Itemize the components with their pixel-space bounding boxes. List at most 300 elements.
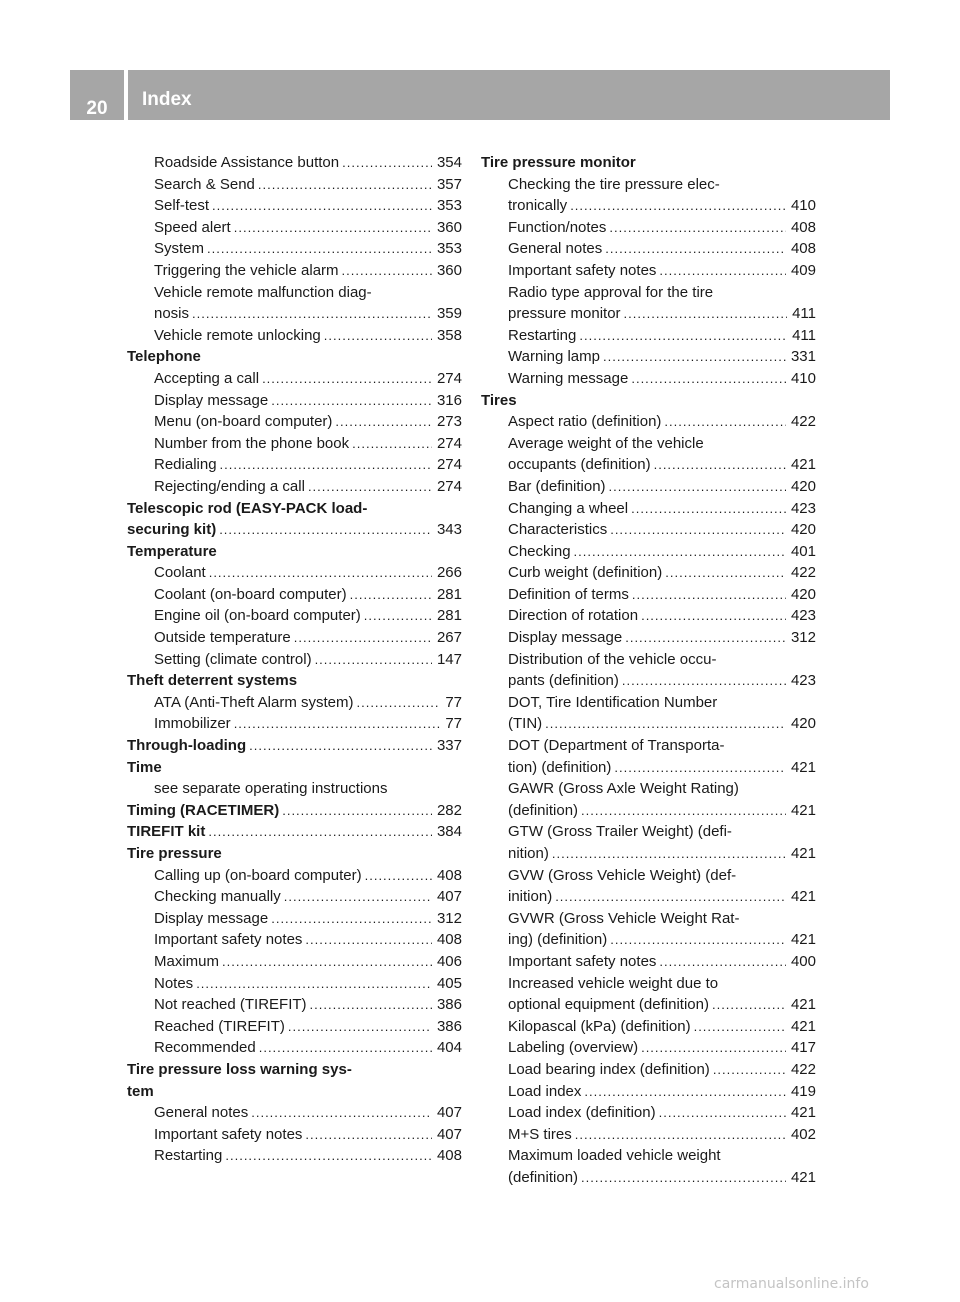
index-entry-label: Triggering the vehicle alarm — [154, 261, 339, 279]
index-subentry-text: see separate operating instructions — [154, 780, 388, 798]
dot-leader — [288, 1016, 432, 1038]
index-subentry — [481, 1167, 816, 1189]
page-reference: 408 — [436, 866, 462, 884]
page-reference: 411 — [792, 305, 816, 323]
index-heading-entry — [127, 800, 462, 822]
page-reference: 405 — [436, 974, 462, 992]
dot-leader — [665, 562, 786, 584]
page-reference: 274 — [436, 456, 462, 474]
index-subentry — [127, 260, 462, 282]
index-subentry-text: Distribution of the vehicle occu- — [508, 650, 717, 668]
index-subentry — [481, 843, 816, 865]
index-entry-label: Restarting — [508, 326, 577, 344]
dot-leader — [609, 217, 786, 239]
page-reference: 360 — [436, 218, 462, 236]
page-reference: 281 — [436, 607, 462, 625]
index-subentry — [481, 757, 816, 779]
dot-leader — [271, 390, 432, 412]
dot-leader — [570, 195, 786, 217]
page-reference: 360 — [436, 261, 462, 279]
dot-leader — [694, 1016, 786, 1038]
page-reference: 421 — [790, 758, 816, 776]
page-reference: 337 — [436, 737, 462, 755]
index-heading-entry — [127, 519, 462, 541]
page-reference: 384 — [436, 823, 462, 841]
dot-leader — [631, 498, 786, 520]
index-entry-label: Vehicle remote unlocking — [154, 326, 321, 344]
index-subentry — [127, 649, 462, 671]
index-heading: Tires — [481, 391, 517, 409]
index-subentry — [127, 368, 462, 390]
page-reference: 274 — [436, 477, 462, 495]
index-entry-label: Through-loading — [127, 737, 247, 755]
index-subentry — [481, 476, 816, 498]
dot-leader — [713, 1059, 786, 1081]
dot-leader — [584, 1081, 786, 1103]
index-subentry — [127, 627, 462, 649]
index-subentry — [481, 1059, 816, 1081]
index-entry-label: ing) (definition) — [508, 931, 608, 949]
index-entry-label: nosis — [154, 305, 190, 323]
page-reference: 417 — [790, 1039, 816, 1057]
watermark: carmanualsonline.info — [714, 1276, 869, 1292]
index-entry-label: Search & Send — [154, 175, 255, 193]
page-reference: 331 — [790, 348, 816, 366]
index-entry-label: Setting (climate control) — [154, 650, 312, 668]
dot-leader — [624, 303, 788, 325]
index-subentry — [127, 584, 462, 606]
page-reference: 274 — [436, 434, 462, 452]
index-entry-label: Definition of terms — [508, 585, 629, 603]
index-entry-label: Coolant (on-board computer) — [154, 585, 347, 603]
dot-leader — [282, 800, 432, 822]
index-entry-label: Speed alert — [154, 218, 231, 236]
header-bar — [70, 70, 890, 120]
index-subentry — [127, 1124, 462, 1146]
index-heading: Telephone — [127, 348, 201, 366]
page-reference: 267 — [436, 629, 462, 647]
index-entry-label: optional equipment (definition) — [508, 996, 709, 1014]
dot-leader — [315, 649, 432, 671]
index-subentry — [127, 390, 462, 412]
index-entry-label: Not reached (TIREFIT) — [154, 996, 307, 1014]
dot-leader — [654, 454, 786, 476]
index-entry-label: Notes — [154, 974, 194, 992]
page-reference: 411 — [792, 326, 816, 344]
index-entry-label: Bar (definition) — [508, 477, 606, 495]
page-reference: 281 — [436, 585, 462, 603]
index-subentry — [481, 670, 816, 692]
index-subentry — [481, 1016, 816, 1038]
page-reference: 402 — [790, 1125, 816, 1143]
index-subentry — [127, 217, 462, 239]
dot-leader — [625, 627, 786, 649]
index-subentry — [481, 498, 816, 520]
index-entry-label: Restarting — [154, 1147, 223, 1165]
index-subentry-text: Average weight of the vehicle — [508, 434, 704, 452]
index-entry-label: (definition) — [508, 1168, 579, 1186]
page-number: 20 — [86, 98, 108, 119]
index-entry-label: Load index — [508, 1082, 582, 1100]
index-subentry-text: Maximum loaded vehicle weight — [508, 1147, 721, 1165]
page-reference: 421 — [790, 456, 816, 474]
page-reference: 312 — [436, 909, 462, 927]
dot-leader — [659, 951, 786, 973]
dot-leader — [305, 929, 432, 951]
dot-leader — [712, 994, 786, 1016]
index-subentry — [127, 411, 462, 433]
index-entry-label: Outside temperature — [154, 629, 291, 647]
index-entry-label: Load bearing index (definition) — [508, 1060, 710, 1078]
page-reference: 354 — [436, 154, 462, 171]
header-divider — [124, 70, 128, 120]
dot-leader — [610, 929, 786, 951]
section-title: Index — [142, 89, 192, 110]
page-reference: 421 — [790, 801, 816, 819]
index-entry-label: Reached (TIREFIT) — [154, 1017, 285, 1035]
index-entry-label: Immobilizer — [154, 715, 231, 733]
index-heading: Theft deterrent systems — [127, 672, 298, 690]
index-subentry — [481, 1037, 816, 1059]
dot-leader — [249, 735, 432, 757]
page-reference: 316 — [436, 391, 462, 409]
index-entry-label: Display message — [508, 629, 623, 647]
index-entry-label: TIREFIT kit — [127, 823, 206, 841]
dot-leader — [356, 692, 440, 714]
index-entry-label: Rejecting/ending a call — [154, 477, 305, 495]
index-entry-label: Calling up (on-board computer) — [154, 866, 362, 884]
index-subentry — [481, 1081, 816, 1103]
page-reference: 408 — [436, 1147, 462, 1165]
index-entry-label: Menu (on-board computer) — [154, 413, 333, 431]
dot-leader — [659, 1102, 786, 1124]
dot-leader — [219, 519, 432, 541]
dot-leader — [641, 1037, 786, 1059]
dot-leader — [579, 325, 787, 347]
index-heading-entry — [127, 735, 462, 757]
dot-leader — [258, 174, 432, 196]
index-subentry — [127, 929, 462, 951]
page-reference: 423 — [790, 672, 816, 690]
index-entry-label: System — [154, 240, 205, 258]
index-entry-label: Display message — [154, 391, 269, 409]
page-reference: 353 — [436, 197, 462, 215]
index-entry-label: (TIN) — [508, 715, 543, 733]
index-subentry — [127, 152, 462, 174]
dot-leader — [632, 584, 786, 606]
dot-leader — [555, 886, 786, 908]
page-reference: 400 — [790, 952, 816, 970]
page-reference: 408 — [436, 931, 462, 949]
page-reference: 421 — [790, 1017, 816, 1035]
dot-leader — [207, 238, 432, 260]
index-entry-label: Checking manually — [154, 888, 281, 906]
index-heading: Tire pressure — [127, 845, 222, 862]
index-subentry — [127, 994, 462, 1016]
dot-leader — [208, 821, 432, 843]
index-subentry — [481, 217, 816, 239]
index-subentry — [127, 692, 462, 714]
page-reference: 420 — [790, 521, 816, 539]
page-reference: 359 — [436, 305, 462, 323]
index-entry-label: Direction of rotation — [508, 607, 639, 625]
index-subentry — [481, 454, 816, 476]
dot-leader — [196, 973, 432, 995]
index-subentry — [127, 562, 462, 584]
page-reference: 420 — [790, 715, 816, 733]
dot-leader — [610, 519, 786, 541]
index-entry-label: Display message — [154, 909, 269, 927]
index-subentry — [481, 1124, 816, 1146]
dot-leader — [310, 994, 432, 1016]
index-entry-label: pants (definition) — [508, 672, 619, 690]
index-entry-label: M+S tires — [508, 1125, 572, 1143]
index-subentry — [481, 562, 816, 584]
index-subentry-text: Vehicle remote malfunction diag- — [154, 283, 372, 301]
index-heading: Tire pressure loss warning sys- — [127, 1060, 352, 1078]
index-subentry — [127, 865, 462, 887]
page-reference: 421 — [790, 1104, 816, 1122]
dot-leader — [294, 627, 432, 649]
index-subentry — [127, 238, 462, 260]
index-subentry-text: DOT (Department of Transporta- — [508, 737, 725, 755]
index-subentry — [127, 1102, 462, 1124]
page-reference: 423 — [790, 607, 816, 625]
dot-leader — [335, 411, 432, 433]
dot-leader — [305, 1124, 432, 1146]
index-subentry — [127, 605, 462, 627]
index-entry-label: Roadside Assistance button — [154, 154, 340, 171]
index-subentry — [127, 908, 462, 930]
index-subentry — [127, 303, 462, 325]
page-reference: 407 — [436, 1104, 462, 1122]
index-entry-label: Load index (definition) — [508, 1104, 656, 1122]
page-reference: 423 — [790, 499, 816, 517]
page-reference: 406 — [436, 952, 462, 970]
index-subentry — [481, 238, 816, 260]
dot-leader — [365, 865, 432, 887]
index-subentry — [127, 433, 462, 455]
index-subentry — [481, 195, 816, 217]
index-subentry-text: Radio type approval for the tire — [508, 283, 714, 301]
dot-leader — [342, 152, 432, 174]
page-reference: 409 — [790, 261, 816, 279]
page-reference: 421 — [790, 931, 816, 949]
index-subentry — [127, 951, 462, 973]
index-entry-label: Important safety notes — [508, 952, 657, 970]
index-entry-label: Changing a wheel — [508, 499, 629, 517]
index-subentry-text: GVWR (Gross Vehicle Weight Rat- — [508, 909, 740, 927]
index-subentry-text: GTW (Gross Trailer Weight) (defi- — [508, 823, 732, 841]
page-reference: 407 — [436, 888, 462, 906]
page-reference: 408 — [790, 240, 816, 258]
index-entry-label: ATA (Anti-Theft Alarm system) — [154, 693, 354, 711]
page-reference: 410 — [790, 369, 816, 387]
index-subentry — [127, 1145, 462, 1167]
index-entry-label: Warning lamp — [508, 348, 600, 366]
page-reference: 421 — [790, 845, 816, 862]
page-reference: 420 — [790, 585, 816, 603]
index-subentry-text: GAWR (Gross Axle Weight Rating) — [508, 780, 739, 798]
index-subentry — [127, 1016, 462, 1038]
index-subentry — [481, 411, 816, 433]
page-reference: 274 — [436, 369, 462, 387]
index-column-left — [127, 152, 462, 1167]
page-reference: 421 — [790, 888, 816, 906]
dot-leader — [262, 368, 432, 390]
dot-leader — [352, 433, 432, 455]
index-entry-label: Redialing — [154, 456, 217, 474]
index-subentry-text: Checking the tire pressure elec- — [508, 175, 720, 193]
index-subentry — [127, 476, 462, 498]
page-reference: 422 — [790, 1060, 816, 1078]
index-entry-label: General notes — [154, 1104, 249, 1122]
index-entry-label: tion) (definition) — [508, 758, 612, 776]
index-subentry — [127, 174, 462, 196]
page-reference: 421 — [790, 996, 816, 1014]
index-subentry — [127, 1037, 462, 1059]
dot-leader — [609, 476, 786, 498]
page-reference: 266 — [436, 564, 462, 582]
dot-leader — [284, 886, 432, 908]
index-heading: Temperature — [127, 542, 217, 560]
index-column-right — [481, 152, 816, 1189]
dot-leader — [664, 411, 786, 433]
index-entry-label: Aspect ratio (definition) — [508, 413, 662, 431]
dot-leader — [222, 951, 432, 973]
dot-leader — [220, 454, 432, 476]
index-subentry — [481, 929, 816, 951]
index-entry-label: Engine oil (on-board computer) — [154, 607, 361, 625]
dot-leader — [552, 843, 786, 865]
dot-leader — [259, 1037, 432, 1059]
page-reference: 282 — [436, 801, 462, 819]
dot-leader — [234, 217, 432, 239]
index-subentry — [481, 713, 816, 735]
dot-leader — [545, 713, 786, 735]
dot-leader — [605, 238, 786, 260]
dot-leader — [575, 1124, 786, 1146]
page-reference: 77 — [445, 693, 462, 711]
dot-leader — [614, 757, 786, 779]
index-entry-label: Kilopascal (kPa) (definition) — [508, 1017, 691, 1035]
index-subentry — [127, 454, 462, 476]
page-reference: 407 — [436, 1125, 462, 1143]
index-entry-label: Function/notes — [508, 218, 607, 236]
dot-leader — [641, 605, 786, 627]
index-entry-label: tronically — [508, 197, 568, 215]
index-subentry-text: GVW (Gross Vehicle Weight) (def- — [508, 866, 737, 884]
index-subentry-text: Increased vehicle weight due to — [508, 974, 719, 992]
dot-leader — [603, 346, 786, 368]
page-reference: 147 — [436, 650, 462, 668]
page-reference: 401 — [790, 542, 816, 560]
index-subentry — [481, 346, 816, 368]
index-subentry-text: DOT, Tire Identification Number — [508, 693, 718, 711]
index-entry-label: Labeling (overview) — [508, 1039, 639, 1057]
index-entry-label: Number from the phone book — [154, 434, 350, 452]
index-subentry — [481, 800, 816, 822]
dot-leader — [622, 670, 786, 692]
dot-leader — [581, 1167, 786, 1189]
dot-leader — [324, 325, 432, 347]
dot-leader — [271, 908, 432, 930]
index-entry-label: Checking — [508, 542, 571, 560]
index-entry-label: Characteristics — [508, 521, 608, 539]
dot-leader — [631, 368, 786, 390]
index-entry-label: occupants (definition) — [508, 456, 651, 474]
index-heading: Time — [127, 758, 162, 776]
page-reference: 343 — [436, 521, 462, 539]
dot-leader — [659, 260, 786, 282]
index-subentry — [481, 627, 816, 649]
dot-leader — [192, 303, 432, 325]
page-reference: 404 — [436, 1039, 462, 1057]
dot-leader — [212, 195, 432, 217]
dot-leader — [308, 476, 432, 498]
index-entry-label: Maximum — [154, 952, 220, 970]
page-reference: 77 — [445, 715, 462, 733]
page-reference: 420 — [790, 477, 816, 495]
index-heading: Telescopic rod (EASY-PACK load- — [127, 499, 368, 517]
index-entry-label: Coolant — [154, 564, 206, 582]
index-subentry — [481, 1102, 816, 1124]
index-heading: tem — [127, 1082, 154, 1100]
dot-leader — [342, 260, 432, 282]
page-reference: 273 — [436, 413, 462, 431]
index-entry-label: Curb weight (definition) — [508, 564, 663, 582]
index-entry-label: nition) — [508, 845, 549, 862]
index-entry-label: Recommended — [154, 1039, 256, 1057]
page-reference: 357 — [436, 175, 462, 193]
index-entry-label: inition) — [508, 888, 553, 906]
index-entry-label: Important safety notes — [154, 1125, 303, 1143]
page-reference: 353 — [436, 240, 462, 258]
dot-leader — [251, 1102, 432, 1124]
dot-leader — [225, 1145, 432, 1167]
index-entry-label: Accepting a call — [154, 369, 260, 387]
index-subentry — [481, 325, 816, 347]
index-heading: Tire pressure monitor — [481, 154, 636, 171]
page-reference: 408 — [790, 218, 816, 236]
index-subentry — [481, 303, 816, 325]
index-subentry — [481, 368, 816, 390]
dot-leader — [574, 541, 786, 563]
index-subentry — [127, 195, 462, 217]
page-reference: 421 — [790, 1168, 816, 1186]
index-entry-label: Timing (RACETIMER) — [127, 801, 280, 819]
dot-leader — [364, 605, 432, 627]
index-entry-label: Important safety notes — [154, 931, 303, 949]
dot-leader — [581, 800, 786, 822]
index-subentry — [127, 886, 462, 908]
page-reference: 386 — [436, 1017, 462, 1035]
index-entry-label: Important safety notes — [508, 261, 657, 279]
index-subentry — [481, 994, 816, 1016]
dot-leader — [350, 584, 432, 606]
index-subentry — [127, 973, 462, 995]
page-reference: 312 — [790, 629, 816, 647]
index-entry-label: Warning message — [508, 369, 629, 387]
page-reference: 386 — [436, 996, 462, 1014]
index-entry-label: Self-test — [154, 197, 210, 215]
index-subentry — [481, 584, 816, 606]
index-entry-label: securing kit) — [127, 521, 217, 539]
index-heading-entry — [127, 821, 462, 843]
index-subentry — [481, 519, 816, 541]
page-reference: 419 — [790, 1082, 816, 1100]
page-reference: 410 — [790, 197, 816, 215]
